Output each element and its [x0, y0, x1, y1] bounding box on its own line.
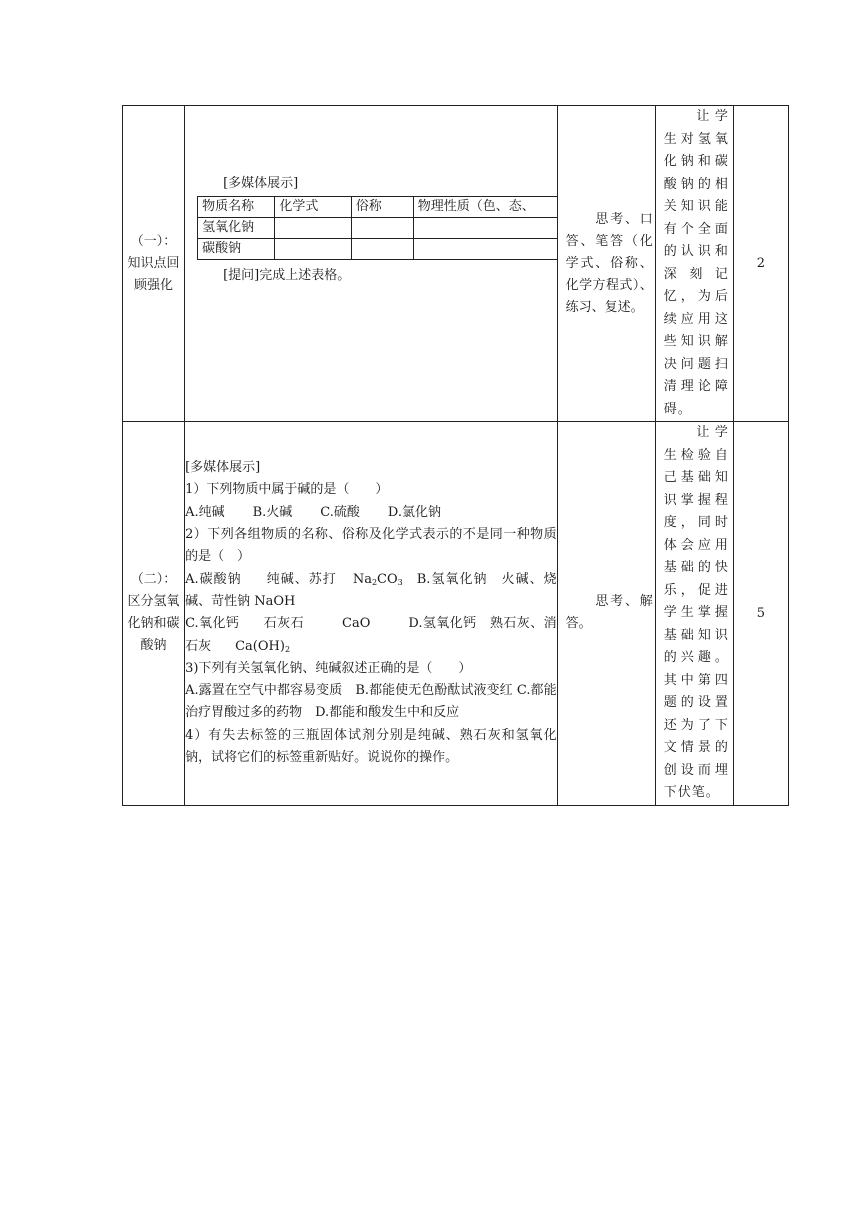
stage-cell — [123, 106, 185, 422]
table-cell — [275, 239, 351, 260]
property-table-row — [198, 218, 558, 239]
question-4: 4）有失去标签的三瓶固体试剂分别是纯碱、熟石灰和氢氧化钠，试将它们的标签重新贴好。说说你的操作。 — [185, 727, 557, 766]
student-activity-cell — [557, 106, 655, 422]
multimedia-label: [多媒体展示] — [223, 176, 299, 191]
header-cell: 化学式 — [275, 197, 351, 218]
lesson-plan-table — [122, 105, 789, 806]
teacher-activity-cell — [185, 422, 558, 806]
question-1-options — [185, 502, 557, 524]
minutes-cell — [733, 106, 788, 422]
question-3: 3)下列有关氢氧化钠、纯碱叙述正确的是（ ） — [185, 660, 472, 676]
student-activity-text: 思考、口答、笔答（化学式、俗称、化学方程式）、练习、复述。 — [565, 211, 653, 315]
table-cell — [275, 218, 351, 239]
option-a: A.纯碱 — [185, 504, 225, 520]
question-1: 1）下列物质中属于碱的是（ ） — [185, 482, 389, 498]
design-intent-text: 让学生检验自己基础知识掌握程度，同时体会应用基础的快乐，促进学生掌握基础知识的兴趣。其中第四题的设置还为了下文情景的创设而埋下伏笔。 — [663, 425, 729, 800]
teacher-activity-cell — [185, 106, 558, 422]
multimedia-label: [多媒体展示] — [185, 460, 261, 476]
stage-label: （一）：知识点回顾强化 — [127, 233, 180, 293]
chemical-formula: $Ca(OH)_2$ — [235, 638, 291, 654]
table-cell — [351, 239, 413, 260]
stage-label: （二）：区分氢氧化钠和碳酸钠 — [127, 572, 180, 654]
chemical-formula: $Na_2CO_3$ — [352, 571, 403, 587]
property-table-row — [198, 239, 558, 260]
stage-cell — [123, 422, 185, 806]
table-cell — [351, 218, 413, 239]
minutes-cell — [733, 422, 788, 806]
table-cell — [413, 218, 557, 239]
header-cell: 俗称 — [351, 197, 413, 218]
option-c: C.硫酸 — [320, 504, 360, 520]
design-intent-cell — [655, 422, 733, 806]
minutes-value: 5 — [756, 605, 766, 621]
student-activity-text: 思考、解答。 — [565, 594, 653, 632]
question-2-options-cd: C.氧化钙 石灰石 CaO D.氢氧化钙 熟石灰、消石灰 $Ca(OH)_2$ — [185, 616, 557, 654]
question-2-options-ab: A.碳酸钠 纯碱、苏打 $Na_2CO_3$ B.氢氧化钠 火碱、烧碱、苛性钠 NaOH — [185, 571, 557, 609]
design-intent-cell — [655, 106, 733, 422]
substance-name: 氢氧化钠 — [198, 218, 275, 239]
header-cell: 物质名称 — [198, 197, 275, 218]
question-prompt: [提问]完成上述表格。 — [223, 268, 351, 283]
table-cell — [413, 239, 557, 260]
option-d: D.氯化钠 — [387, 504, 442, 520]
student-activity-cell — [557, 422, 655, 806]
question-2: 2）下列各组物质的名称、俗称及化学式表示的不是同一种物质的是（ ） — [185, 527, 557, 565]
question-3-options: A.露置在空气中都容易变质 B.都能使无色酚酞试液变红 C.都能治疗胃酸过多的药物 D.都能和酸发生中和反应 — [185, 683, 557, 721]
table-row — [123, 106, 789, 422]
substance-name: 碳酸钠 — [198, 239, 275, 260]
property-table — [197, 196, 557, 260]
header-cell: 物理性质（色、态、 — [413, 197, 557, 218]
minutes-value: 2 — [756, 256, 766, 271]
option-b: B.火碱 — [252, 504, 293, 520]
table-row — [123, 422, 789, 806]
design-intent-text: 让学生对氢氧化钠和碳酸钠的相关知识能有个全面的认识和深刻记忆，为后续应用这些知识解决问题扫清理论障碍。 — [663, 109, 729, 417]
property-table-header — [198, 197, 558, 218]
